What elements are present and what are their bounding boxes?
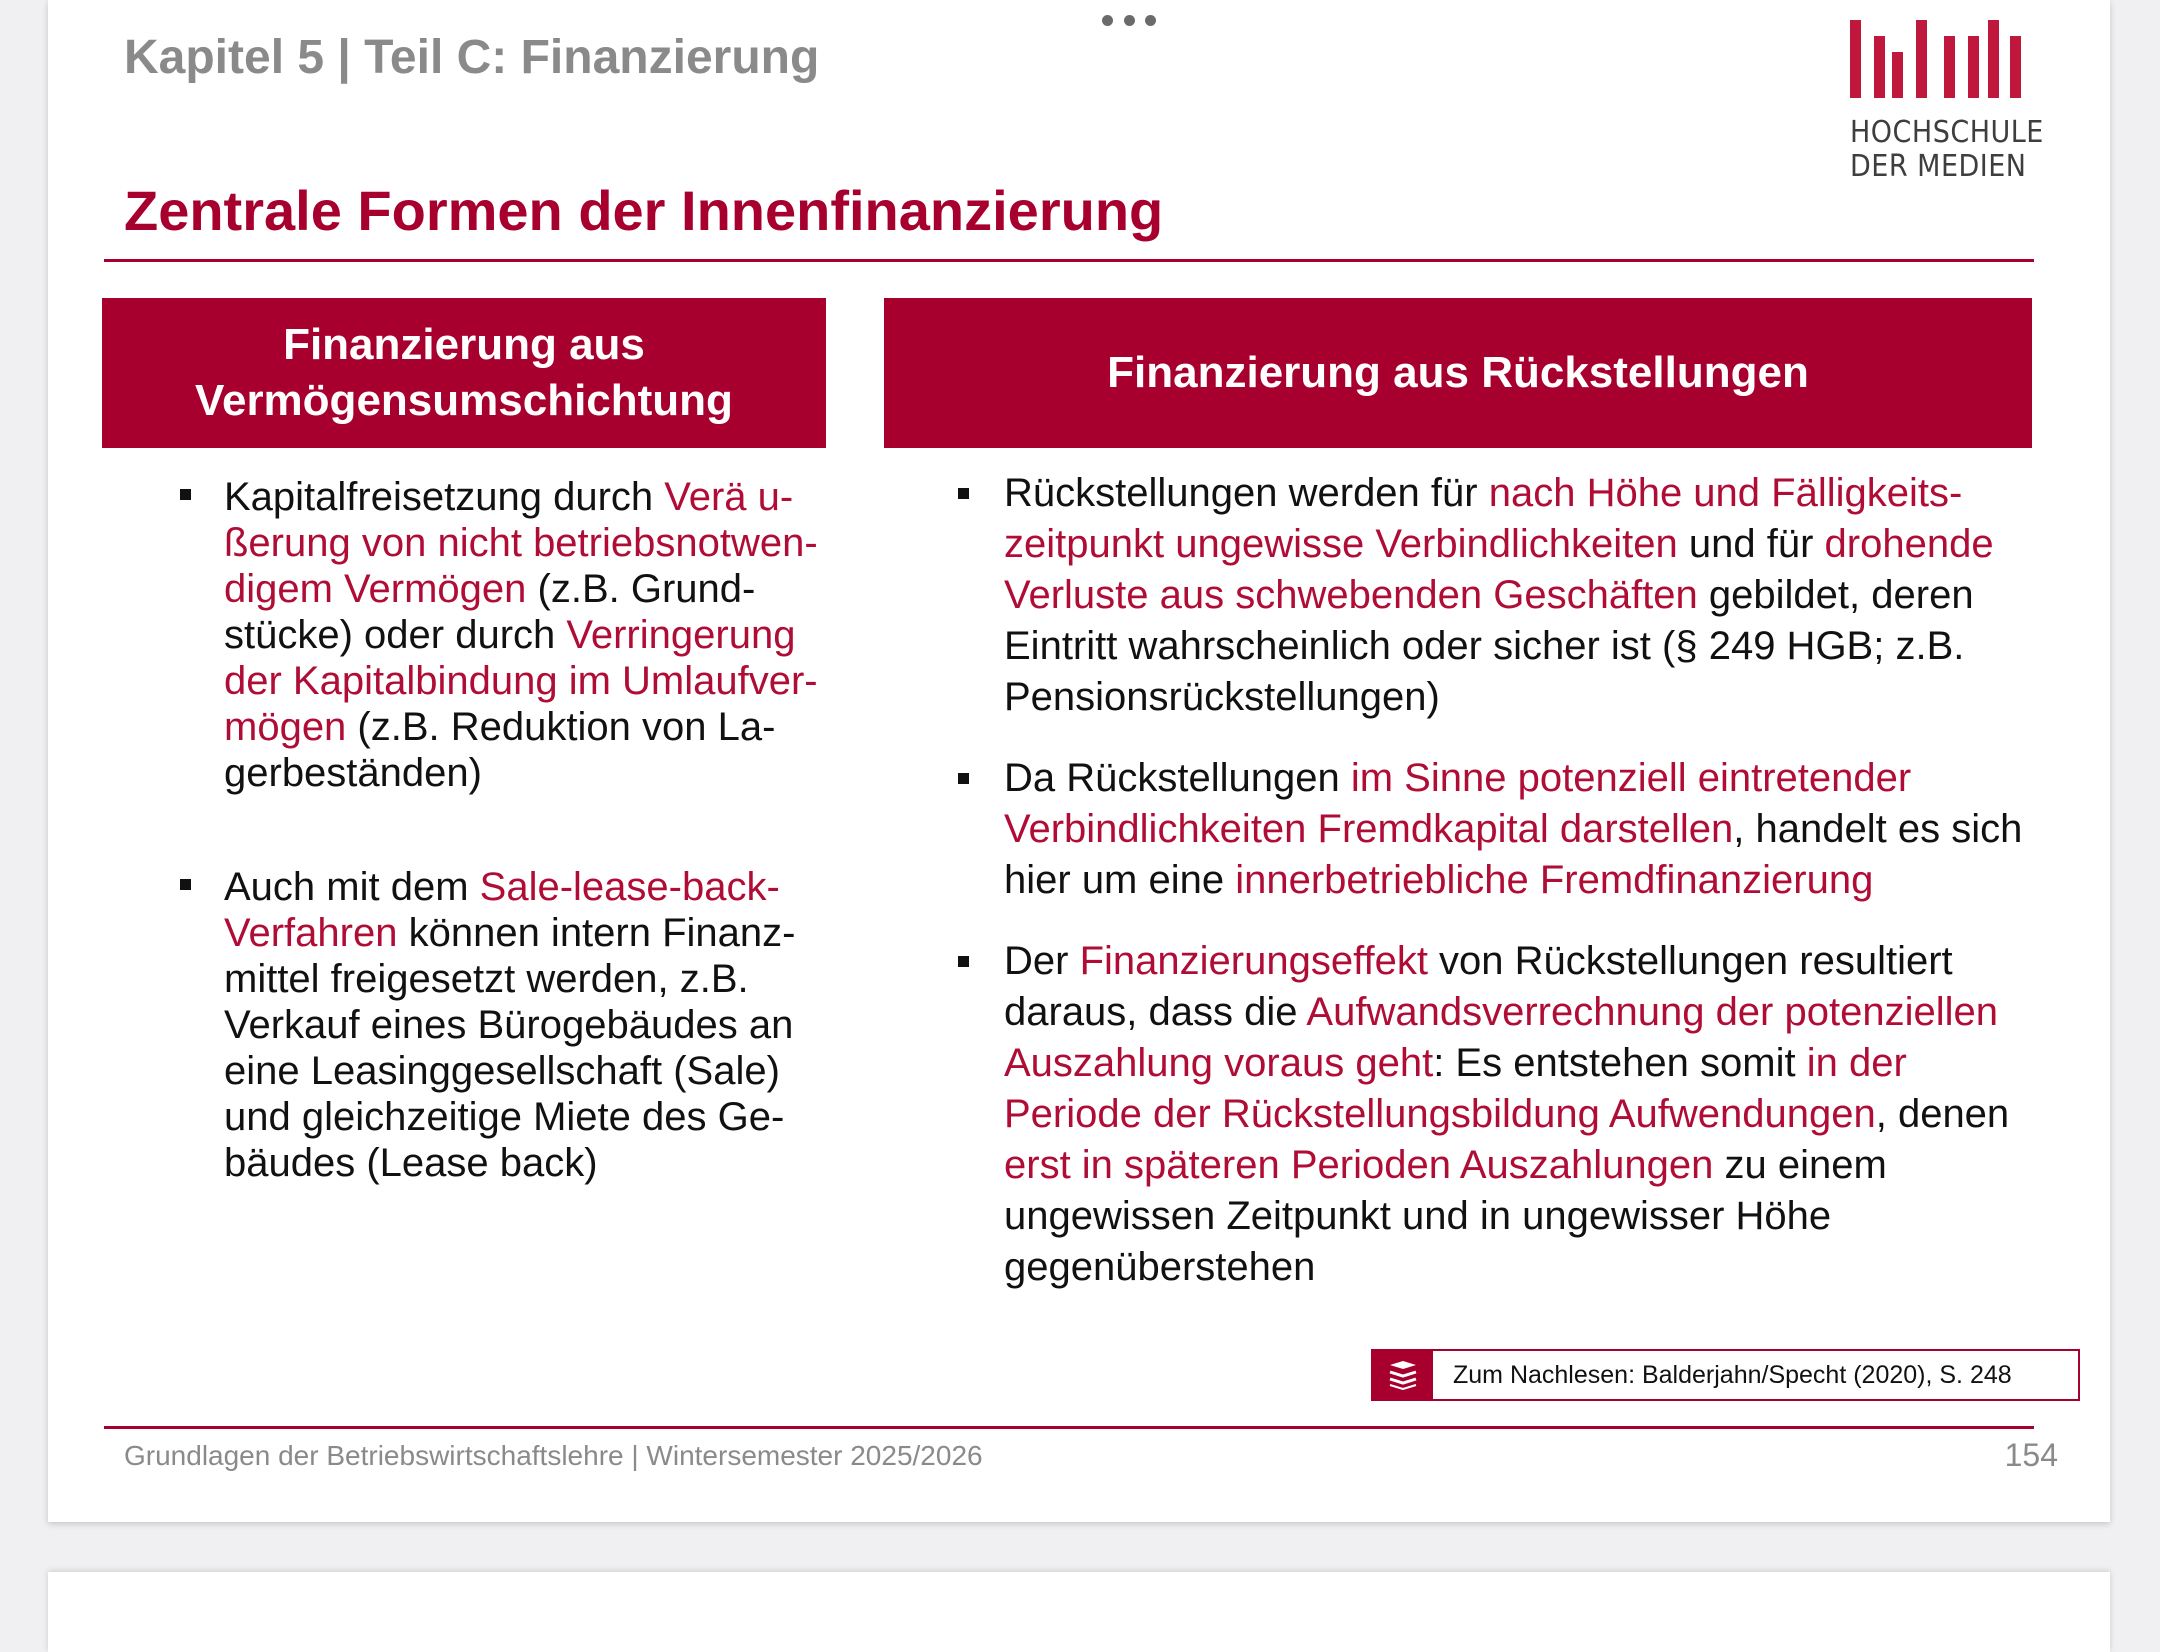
next-slide-page[interactable] [48,1572,2110,1652]
logo-text: HOCHSCHULE DER MEDIEN [1850,115,2044,184]
bullet-item: Rückstellungen werden für nach Höhe und Fälligkeits-zeitpunkt ungewisse Verbindlichkeiten und für drohende Verluste aus schwebenden Geschäften gebildet, deren Eintritt wahrscheinlich oder sicher ist (§ 249 HGB; z.B. Pensionsrückstellungen) [908,468,2048,723]
bullet-list-left [142,474,822,1186]
bullet-item: Kapitalfreisetzung durch Verä u-ßerung von nicht betriebsnotwen-digem Vermögen (z.B. Grund-stücke) oder durch Verringerung der Kapitalbindung im Umlaufver-mögen (z.B. Reduktion von La-gerbeständen) [142,474,822,796]
book-stack-icon [1373,1351,1433,1399]
bullet-item: Auch mit dem Sale-lease-back-Verfahren können intern Finanz-mittel freigesetzt werden, z.B. Verkauf eines Bürogebäudes an eine Leasinggesellschaft (Sale) und gleichzeitige Miete des Ge-bäudes (Lease back) [142,864,822,1186]
logo-bars-icon [1850,20,2030,98]
footer-course: Grundlagen der Betriebswirtschaftslehre | Wintersemester 2025/2026 [124,1440,983,1471]
column-heading-right: Finanzierung aus Rückstellungen [884,298,2032,448]
chapter-title: Kapitel 5 | Teil C: Finanzierung [124,31,820,84]
reference-text: Zum Nachlesen: Balderjahn/Specht (2020), S. 248 [1453,1360,2012,1389]
bullet-item: Der Finanzierungseffekt von Rückstellungen resultiert daraus, dass die Aufwandsverrechnung der potenziellen Auszahlung voraus geht: Es entstehen somit in der Periode der Rückstellungsbildung Aufwendungen, denen erst in späteren Perioden Auszahlungen zu einem ungewissen Zeitpunkt und in ungewisser Höhe gegenüberstehen [908,936,2048,1293]
column-heading-left [102,298,826,448]
bullet-item: Da Rückstellungen im Sinne potenziell eintretender Verbindlichkeiten Fremdkapital darstellen, handelt es sich hier um eine innerbetriebliche Fremdfinanzierung [908,753,2048,906]
university-logo [1850,20,2044,184]
slide-page [48,0,2110,1522]
bullet-list-right [908,468,2048,1293]
heading-line: Finanzierung aus [283,320,645,369]
slide-title: Zentrale Formen der Innenfinanzierung [124,179,1164,242]
page-number: 154 [2004,1437,2058,1473]
more-options-icon[interactable] [1102,8,1156,32]
footer-divider [104,1426,2034,1429]
heading-line: Vermögensumschichtung [195,376,733,425]
title-divider [104,259,2034,262]
reference-box [1371,1349,2080,1401]
